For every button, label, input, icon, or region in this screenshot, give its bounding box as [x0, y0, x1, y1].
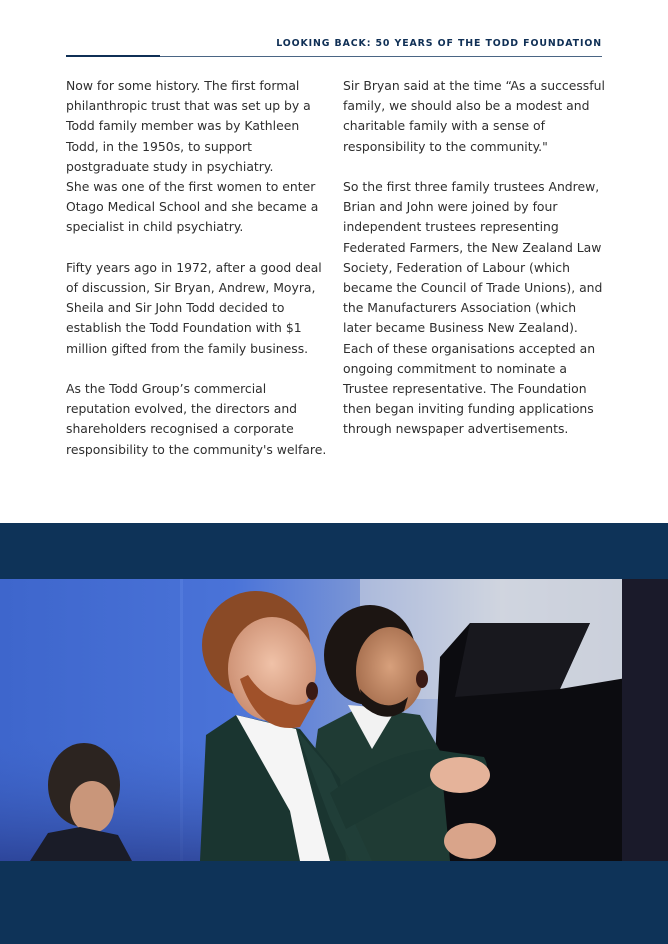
paragraph-foundation-1972: Fifty years ago in 1972, after a good deal of discussion, Sir Bryan, Andrew, Moyra, Sheila and Sir John Todd decided to establish the Todd Foundation with $1 million gifted from the family business.	[66, 259, 322, 356]
paragraph-sir-bryan-quote: Sir Bryan said at the time “As a successful family, we should also be a modest and charitable family with a sense of responsibility to the community."	[343, 78, 605, 154]
navy-band-top	[0, 523, 668, 579]
left-text-column	[66, 76, 328, 460]
performance-photo	[0, 579, 668, 861]
right-text-column	[343, 76, 605, 440]
paragraph-otago-medical: She was one of the first women to enter Otago Medical School and she became a specialist in child psychiatry.	[66, 179, 319, 235]
paragraph-trustees: So the first three family trustees Andrew, Brian and John were joined by four independent trustees representing Federated Farmers, the New Zealand Law Society, Federation of Labour (which became the Council of Trade Unions), and the Manufacturers Association (which later became Business New Zealand). Each of these organisations accepted an ongoing commitment to nominate a Trustee representative. The Foundation then began inviting funding applications through newspaper advertisements.	[343, 179, 603, 437]
paragraph-kathleen-todd: Now for some history. The first formal philanthropic trust that was set up by a Todd family member was by Kathleen Todd, in the 1950s, to support postgraduate study in psychiatry.	[66, 78, 311, 174]
header-divider-accent	[66, 55, 160, 57]
paragraph-corporate-responsibility: As the Todd Group’s commercial reputation evolved, the directors and shareholders recognised a corporate responsibility to the community's welfare.	[66, 381, 327, 457]
navy-band-bottom	[0, 861, 668, 944]
page-header-title: LOOKING BACK: 50 YEARS OF THE TODD FOUNDATION	[276, 38, 602, 49]
